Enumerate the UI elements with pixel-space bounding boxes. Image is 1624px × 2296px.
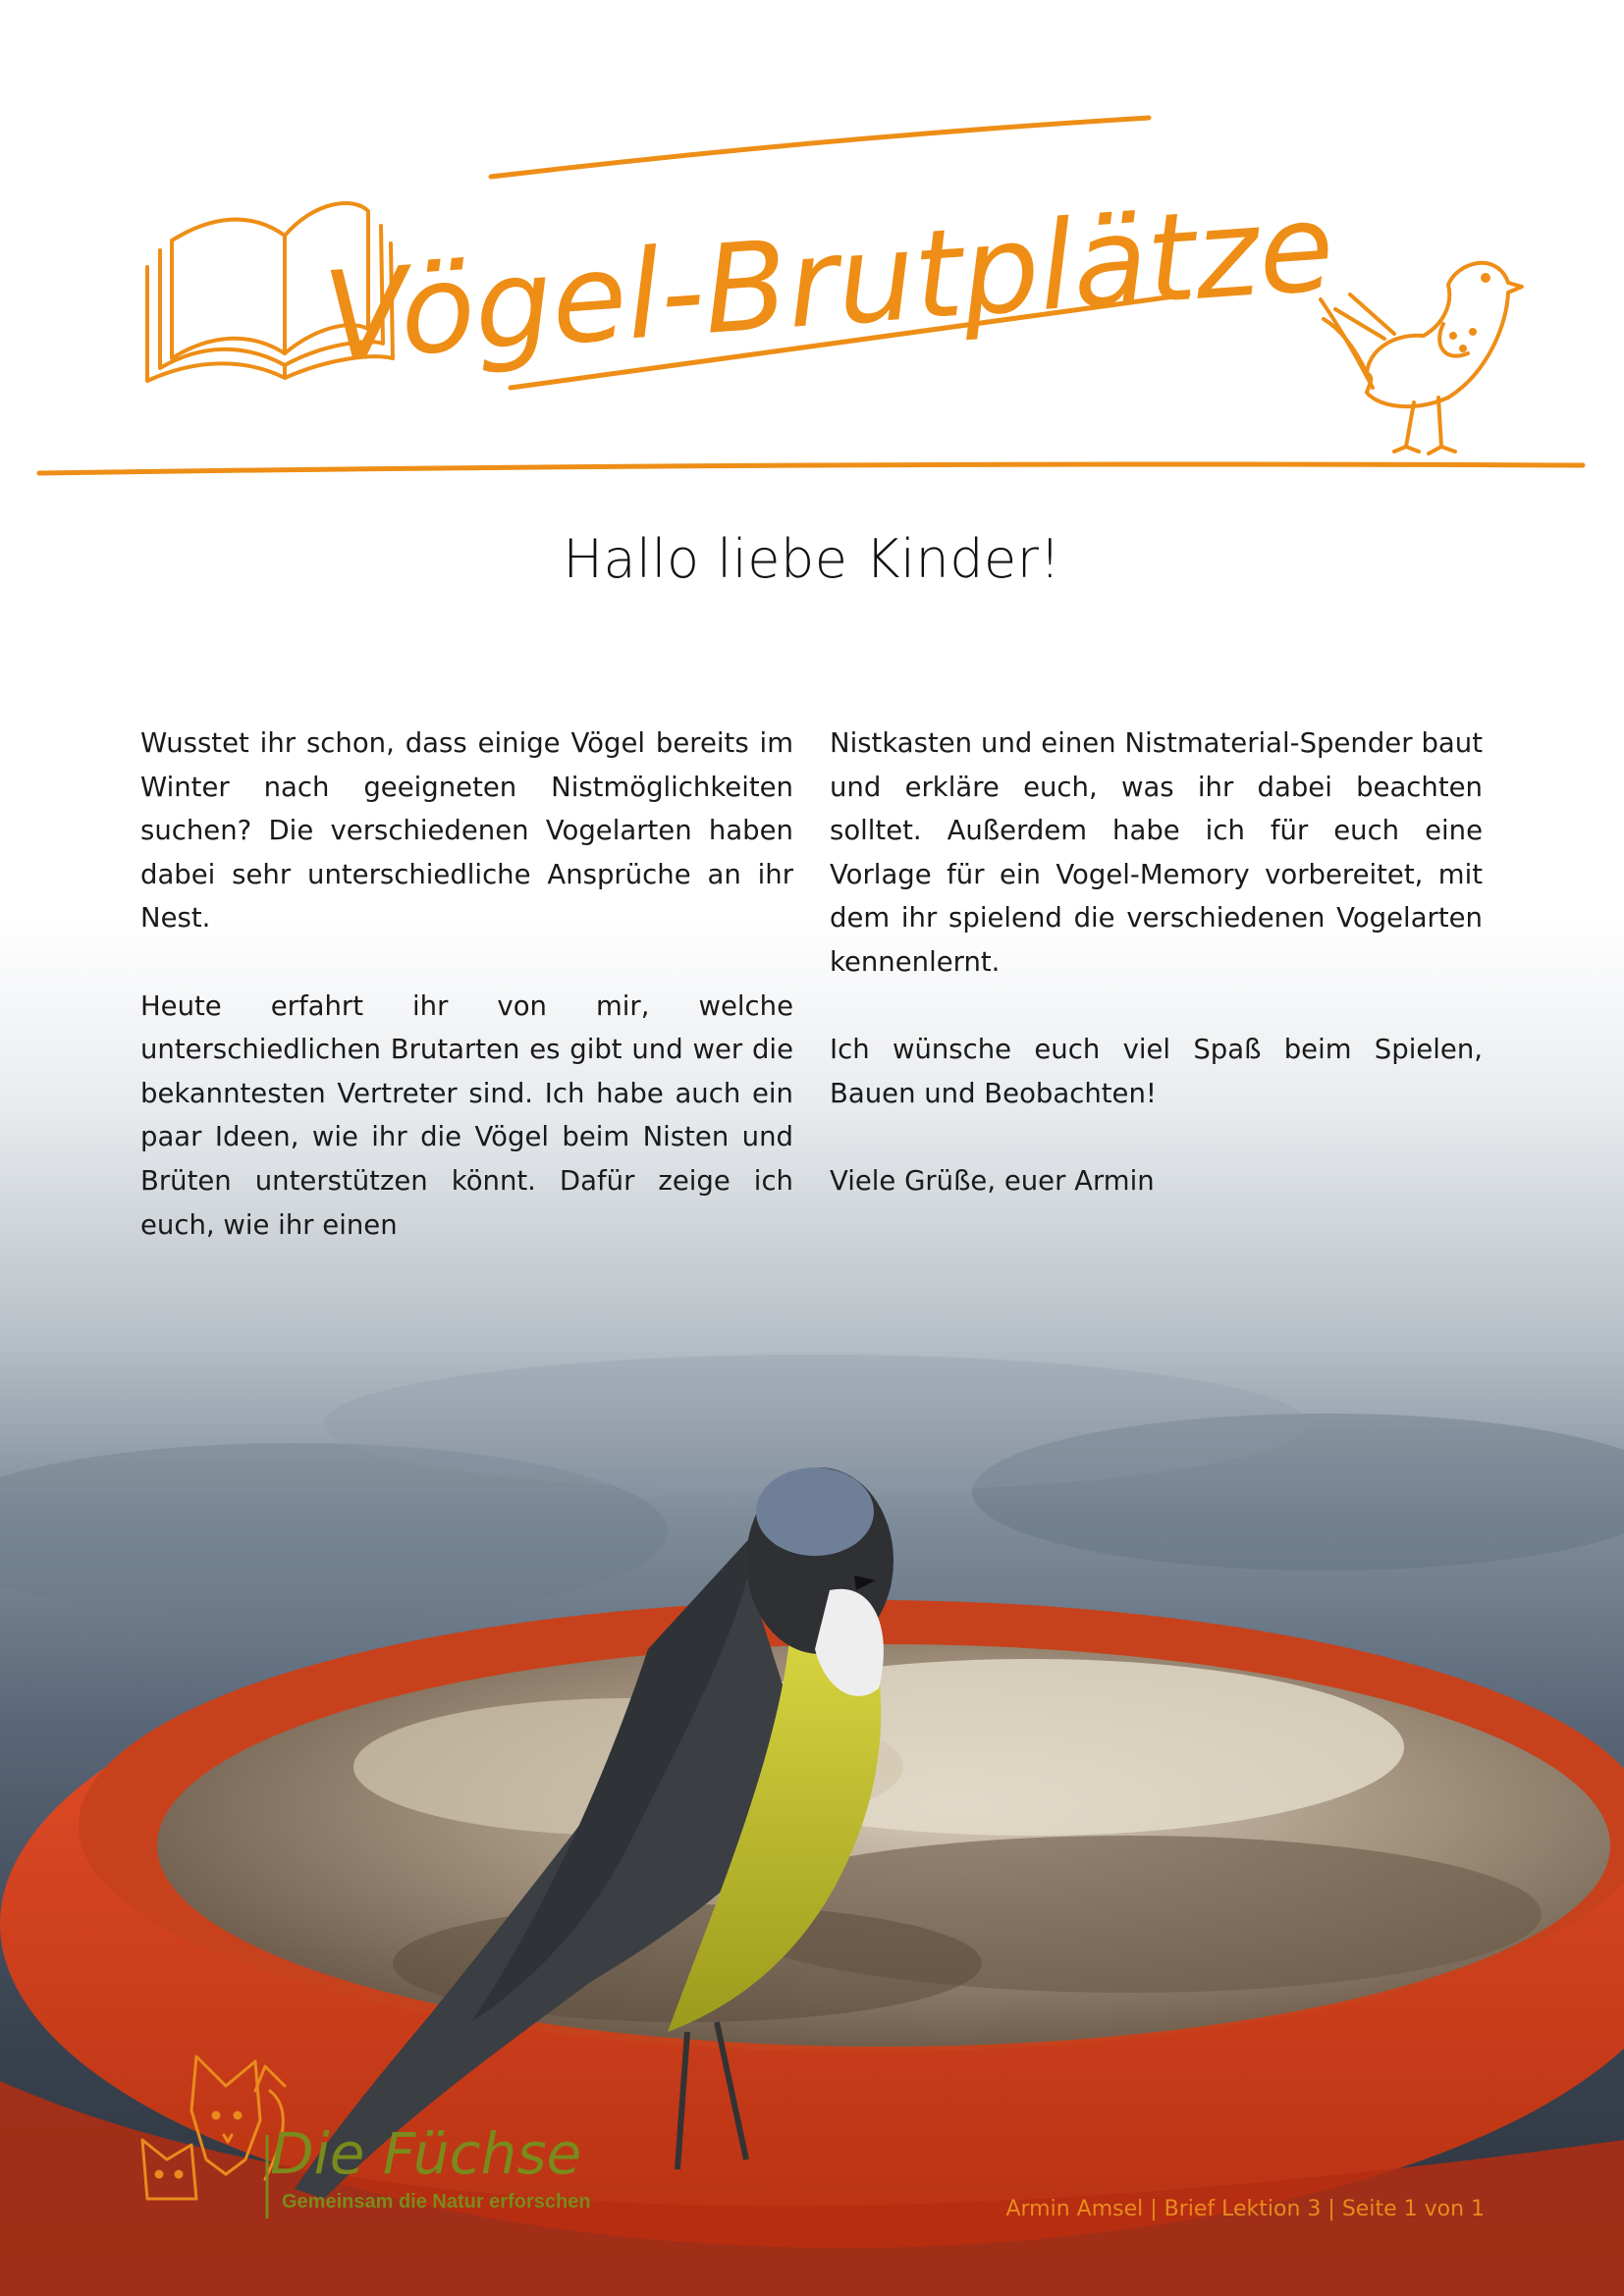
body-column-left (140, 721, 793, 1291)
brand-name: Die Füchse (270, 2120, 582, 2187)
paragraph: Heute erfahrt ihr von mir, welche unterschiedlichen Brutarten es gibt und wer die bekanntesten Vertreter sind. Ich habe auch ein paar Ideen, wie ihr die Vögel beim Nisten und Brüten unterstützen könnt. Dafür zeige ich euch, wie ihr einen (140, 989, 793, 1241)
paragraph: Ich wünsche euch viel Spaß beim Spielen, Bauen und Beobachten! (830, 1034, 1483, 1109)
brand-tagline: Gemeinsam die Natur erforschen (282, 2191, 591, 2213)
paragraph: Wusstet ihr schon, dass einige Vögel bereits im Winter nach geeigneten Nistmöglichkeiten suchen? Die verschiedenen Vogelarten haben dabei sehr unterschiedliche Ansprüche an ihr Nest. (140, 727, 793, 934)
bird-icon (1321, 263, 1522, 454)
signature-line: Viele Grüße, euer Armin (830, 1164, 1155, 1197)
greeting-heading: Hallo liebe Kinder! (563, 528, 1061, 590)
body-column-right (830, 721, 1483, 1247)
page-title: Vögel-Brutplätze (319, 177, 1338, 389)
footer-page-info: Armin Amsel | Brief Lektion 3 | Seite 1 von 1 (1005, 2197, 1485, 2221)
header-title-art (0, 0, 1624, 510)
paragraph: Nistkasten und einen Nistmaterial-Spender baut und erkläre euch, was ihr dabei beachten solltet. Außerdem habe ich für euch eine Vorlage für ein Vogel-Memory vorbereitet, mit dem ihr spielend die verschiedenen Vogelarten kennenlernt. (830, 727, 1483, 978)
